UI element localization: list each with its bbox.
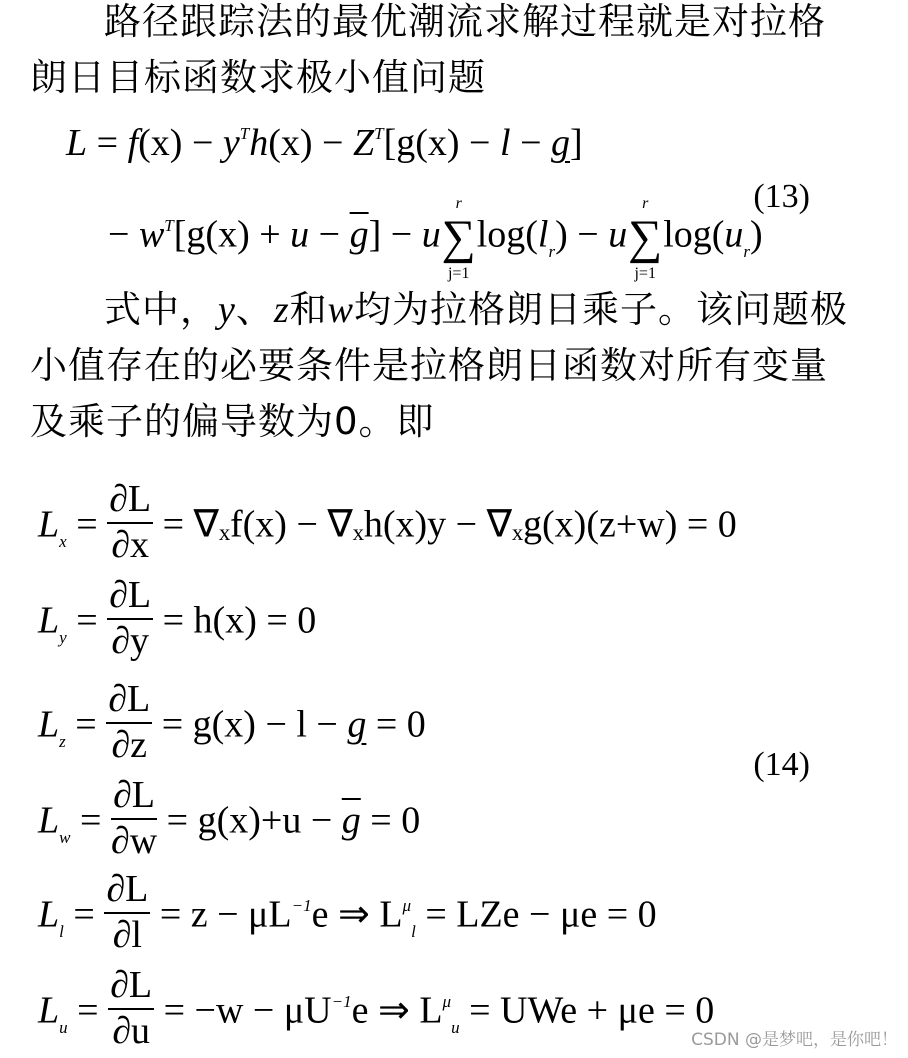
summation-2: r ∑ j=1 <box>628 195 663 282</box>
para1-line2: 朗日目标函数求极小值问题 <box>30 56 486 99</box>
eq14-Lz: $L_z$ = $\frac{\partial L}{\partial z}$ = g(x) − l − g = 0 <box>38 678 426 766</box>
para2-line2: 小值存在的必要条件是拉格朗日函数对所有变量 <box>30 344 828 387</box>
para2-line3: 及乘子的偏导数为0。即 <box>30 400 435 443</box>
para1-line1: 路径跟踪法的最优潮流求解过程就是对拉格 <box>104 0 826 43</box>
equation-number-14: (14) <box>753 746 810 783</box>
eq14-Ll: $L_l$ = $\frac{\partial L}{\partial l}$ = $z - \mu L^{-1}e$ ⇒ $L^\mu_l$ = LZe − μe = 0 <box>38 868 657 956</box>
eq14-Lw: $L_w$ = $\frac{\partial L}{\partial w}$ = $g(x)+u - \overline{g} = 0$ <box>38 774 421 862</box>
eq14-Lu: $L_u$ = $\frac{\partial L}{\partial u}$ = $-w - \mu U^{-1}e$ ⇒ $L^\mu_u$ = UWe + μe = 0 <box>38 964 715 1052</box>
eq14-Ly: $L_y$ = $\frac{\partial L}{\partial y}$ = h(x) = 0 <box>38 574 317 662</box>
equation-number-13: (13) <box>753 178 810 215</box>
summation-1: r ∑ j=1 <box>441 195 476 282</box>
eq13-line2: − $w^T[g(x) + u - \overline{g}] - u$ r ∑ j=1 $\log(l_r) - u$ r ∑ j=1 $\log(u_r)$ <box>108 195 763 282</box>
watermark: CSDN @是梦吧，是你吧！ <box>691 1030 898 1050</box>
eq13-line1: $L = f(x) - y^Th(x) - Z^T[g(x) - l - g]$ <box>66 122 583 164</box>
para2-line1: 式中，y、z和w均为拉格朗日乘子。该问题极 <box>104 288 849 331</box>
eq14-Lx: $L_x$ = $\frac{\partial L}{\partial x}$ = ∇ₓf(x) − ∇ₓh(x)y − ∇ₓg(x)(z+w) = 0 <box>38 478 737 566</box>
